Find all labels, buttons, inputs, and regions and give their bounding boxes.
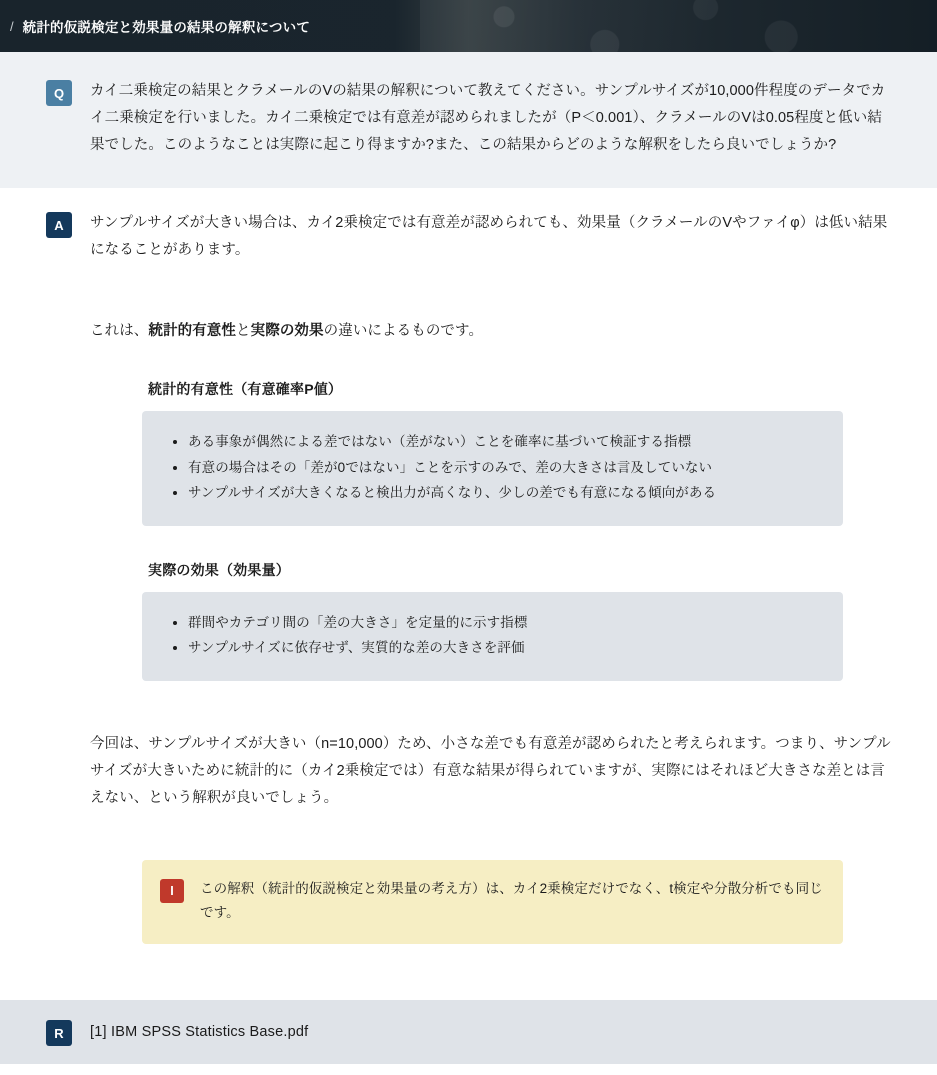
effect-size-bullet-list [162,610,823,661]
page-title: 統計的仮説検定と効果量の結果の解釈について [22,20,311,35]
answer-block [0,188,937,1000]
answer-sub-bold-effect: 実際の効果 [250,323,324,340]
info-icon: I [160,879,184,903]
answer-sub-bold-statistical: 統計的有意性 [148,323,237,340]
title-bar [0,0,937,52]
answer-sub-paragraph [90,318,891,345]
question-block [0,52,937,188]
section-box-effect-size [142,592,843,681]
list-item: • ある事象が偶然による差ではない（差がない）ことを確率に基づいて検証する指標 [188,429,823,455]
list-item: • サンプルサイズが大きくなると検出力が高くなり、少しの差でも有意になる傾向がある [188,480,823,506]
reference-title: IBM SPSS Statistics Base.pdf [110,1024,309,1041]
breadcrumb-separator: / [10,18,14,34]
section-heading-effect-size: 実際の効果（効果量） [148,561,290,578]
reference-link[interactable] [90,1024,308,1040]
answer-lead-paragraph: サンプルサイズが大きい場合は、カイ2乗検定では有意差が認められても、効果量（クラメールのVやファイφ）は低い結果になることがあります。 [90,215,888,259]
question-badge: Q [46,80,72,106]
significance-bullet-list [162,429,823,506]
answer-sub-middle: と [236,323,251,340]
question-text: カイ二乗検定の結果とクラメールのVの結果の解釈について教えてください。サンプルサイズが10,000件程度のデータでカイ二乗検定を行いました。カイ二乗検定では有意差が認められましたが（P＜0.001）、クラメールのVは0.05程度と低い結果でした。このようなことは実際に起こり得ますか?また、この結果からどのような解釈をしたら良いでしょうか? [90,83,886,153]
info-note-box [142,860,843,945]
reference-number: [1] [90,1024,107,1041]
answer-sub-suffix: の違いによるものです。 [323,323,484,340]
answer-body [90,210,891,1000]
info-note-text: この解釈（統計的仮説検定と効果量の考え方）は、カイ2乗検定だけでなく、t検定や分散分析でも同じです。 [200,880,823,921]
list-item: • 群間やカテゴリ間の「差の大きさ」を定量的に示す指標 [188,610,823,636]
reference-badge: R [46,1020,72,1046]
answer-badge: A [46,212,72,238]
answer-closing-paragraph: 今回は、サンプルサイズが大きい（n=10,000）ため、小さな差でも有意差が認められたと考えられます。つまり、サンプルサイズが大きいために統計的に（カイ2乗検定では）有意な結果が得られていますが、実際にはそれほど大きさな差とは言えない、という解釈が良いでしょう。 [90,736,891,806]
answer-bottom-spacer [90,944,891,1000]
section-box-significance [142,411,843,526]
list-item: • 有意の場合はその「差が0ではない」ことを示すのみで、差の大きさは言及していない [188,455,823,481]
answer-sub-prefix: これは、 [90,323,149,340]
reference-block[interactable] [0,1000,937,1064]
list-item: • サンプルサイズに依存せず、実質的な差の大きさを評価 [188,635,823,661]
section-heading-significance: 統計的有意性（有意確率P値） [148,380,343,397]
